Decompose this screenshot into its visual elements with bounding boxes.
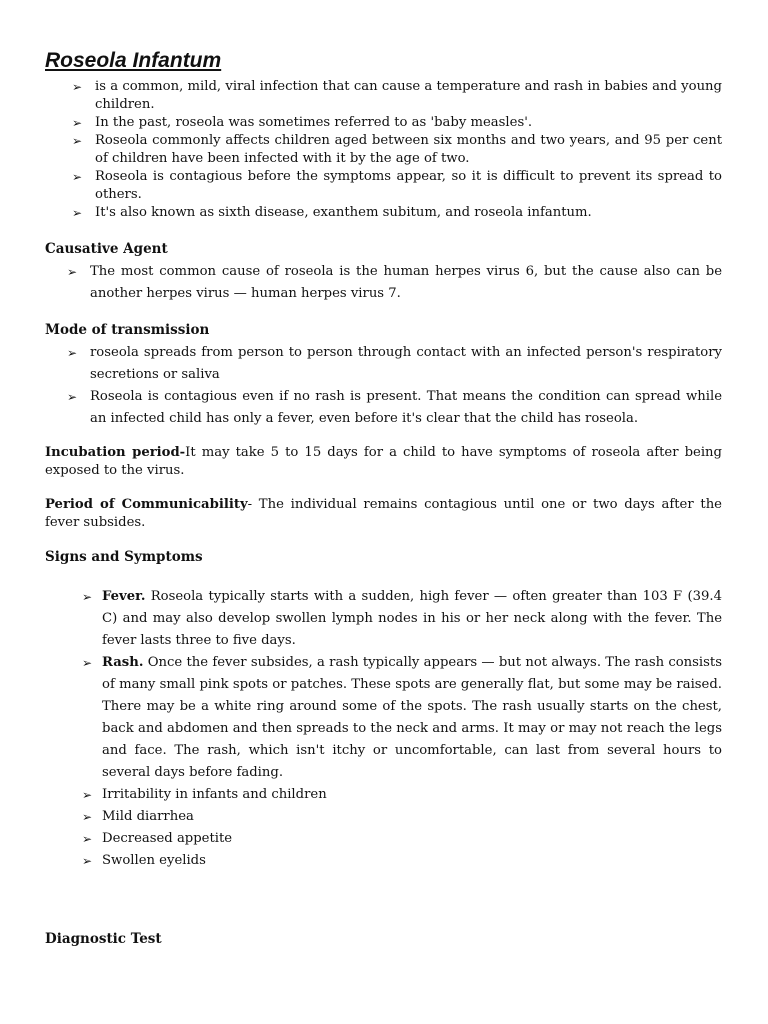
arrow-bullet-icon: ➢ [82,656,93,670]
diagnostic-heading: Diagnostic Test [45,931,162,947]
transmission-heading: Mode of transmission [45,322,210,338]
incubation-label: Incubation period- [45,445,186,460]
signs-list [45,586,722,872]
signs-heading: Signs and Symptoms [45,549,203,565]
arrow-bullet-icon: ➢ [67,390,78,404]
document-page [45,48,722,948]
causative-heading: Causative Agent [45,241,168,257]
arrow-bullet-icon: ➢ [82,832,93,846]
list-item: ➢ Fever. Roseola typically starts with a sudden, high fever — often greater than 103 F (39.4 C) and may also develop swollen lymph nodes in his or her neck along with the fever. The fever lasts three to five days. [45,586,722,652]
arrow-bullet-icon: ➢ [72,170,83,184]
arrow-bullet-icon: ➢ [82,810,93,824]
communicability-label: Period of Communicability [45,497,248,512]
intro-list [45,78,722,222]
list-item: ➢ The most common cause of roseola is the human herpes virus 6, but the cause also can be another herpes virus — human herpes virus 7. [45,261,722,305]
list-item: ➢ is a common, mild, viral infection that can cause a temperature and rash in babies and young children. [72,79,722,112]
transmission-list [45,342,722,430]
arrow-bullet-icon: ➢ [72,134,83,148]
list-item: ➢ In the past, roseola was sometimes referred to as 'baby measles'. [72,115,533,130]
causative-list [45,261,722,305]
list-item: ➢ It's also known as sixth disease, exanthem subitum, and roseola infantum. [72,205,592,220]
page-title: Roseola Infantum [45,49,222,72]
arrow-bullet-icon: ➢ [72,206,83,220]
list-item: ➢ Roseola commonly affects children aged between six months and two years, and 95 per cent of children have been infected with it by the age of two. [72,133,722,166]
arrow-bullet-icon: ➢ [67,265,78,279]
arrow-bullet-icon: ➢ [72,80,83,94]
incubation-paragraph: Incubation period-It may take 5 to 15 days for a child to have symptoms of roseola after being exposed to the virus. [45,445,722,478]
arrow-bullet-icon: ➢ [82,854,93,868]
list-item: ➢ Mild diarrhea [45,806,722,828]
list-item: ➢ Rash. Once the fever subsides, a rash typically appears — but not always. The rash consists of many small pink spots or patches. These spots are generally flat, but some may be raised. There may be a white ring around some of the spots. The rash usually starts on the chest, back and abdomen and then spreads to the neck and arms. It may or may not reach the legs and face. The rash, which isn't itchy or uncomfortable, can last from several hours to several days before fading. [45,652,722,784]
list-item: ➢ Roseola is contagious even if no rash is present. That means the condition can spread while an infected child has only a fever, even before it's clear that the child has roseola. [45,386,722,430]
arrow-bullet-icon: ➢ [82,788,93,802]
list-item: ➢ Swollen eyelids [45,850,722,872]
list-item: ➢ Roseola is contagious before the symptoms appear, so it is difficult to prevent its spread to others. [72,169,722,202]
communicability-paragraph: Period of Communicability- The individual remains contagious until one or two days after the fever subsides. [45,497,722,530]
list-item: ➢ roseola spreads from person to person through contact with an infected person's respiratory secretions or saliva [45,342,722,386]
arrow-bullet-icon: ➢ [72,116,83,130]
arrow-bullet-icon: ➢ [82,590,93,604]
arrow-bullet-icon: ➢ [67,346,78,360]
list-item: ➢ Irritability in infants and children [45,784,722,806]
list-item: ➢ Decreased appetite [45,828,722,850]
